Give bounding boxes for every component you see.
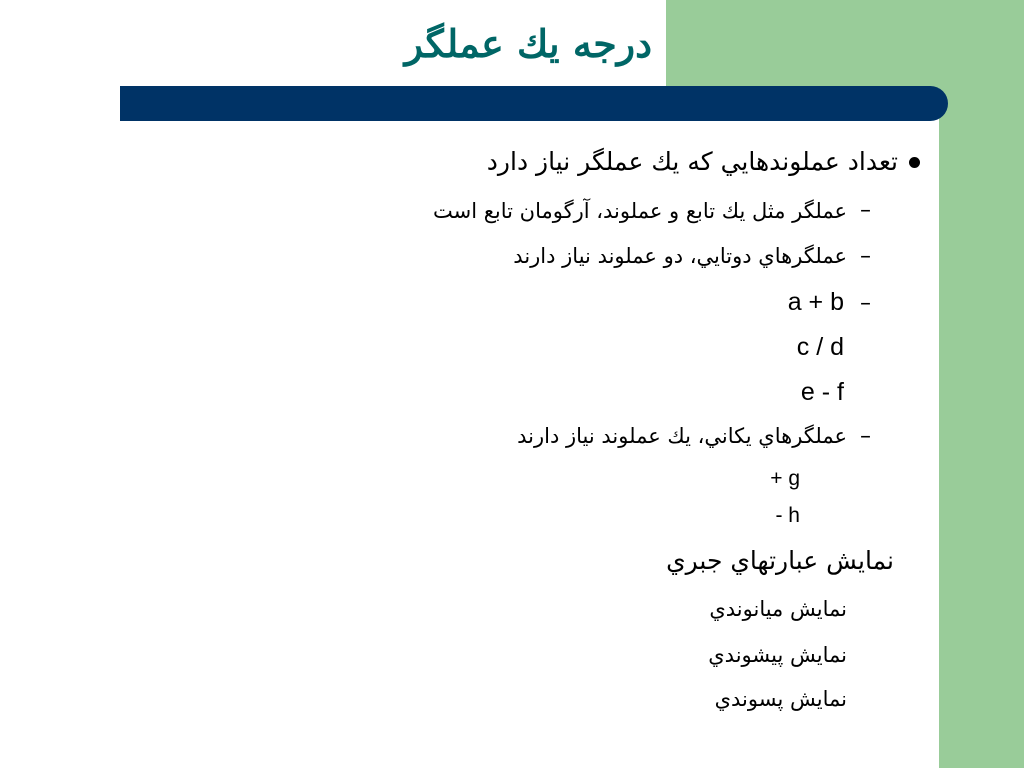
- slide-title: درجه يك عملگر: [404, 21, 652, 66]
- sub-bullet-text: عملگرهاي يكاني، يك عملوند نياز دارند: [517, 424, 847, 448]
- green-accent-side: [939, 0, 1024, 768]
- unary-example: + g: [770, 467, 800, 490]
- binary-example: e - f: [800, 378, 844, 406]
- sub-bullet-text: عملگرهاي دوتايي، دو عملوند نياز دارند: [513, 244, 847, 268]
- notation-item: نمايش ميانوندي: [709, 597, 847, 621]
- unary-example: - h: [775, 504, 800, 527]
- dash-icon: –: [860, 198, 871, 223]
- title-underline-bar: [120, 86, 948, 121]
- binary-example: c / d: [796, 333, 844, 361]
- dash-icon: –: [860, 244, 871, 269]
- main-bullet-text: تعداد عملوندهايي كه يك عملگر نياز دارد: [486, 147, 898, 176]
- bullet-dot-icon: [909, 157, 920, 168]
- dash-icon: –: [860, 424, 871, 449]
- binary-example: a + b: [787, 288, 844, 316]
- sub-bullet-text: عملگر مثل يك تابع و عملوند، آرگومان تابع است: [433, 199, 847, 223]
- notation-item: نمايش پسوندي: [714, 687, 847, 711]
- dash-icon: –: [860, 291, 871, 316]
- section-heading: نمايش عبارتهاي جبري: [666, 546, 894, 575]
- notation-item: نمايش پيشوندي: [708, 643, 847, 667]
